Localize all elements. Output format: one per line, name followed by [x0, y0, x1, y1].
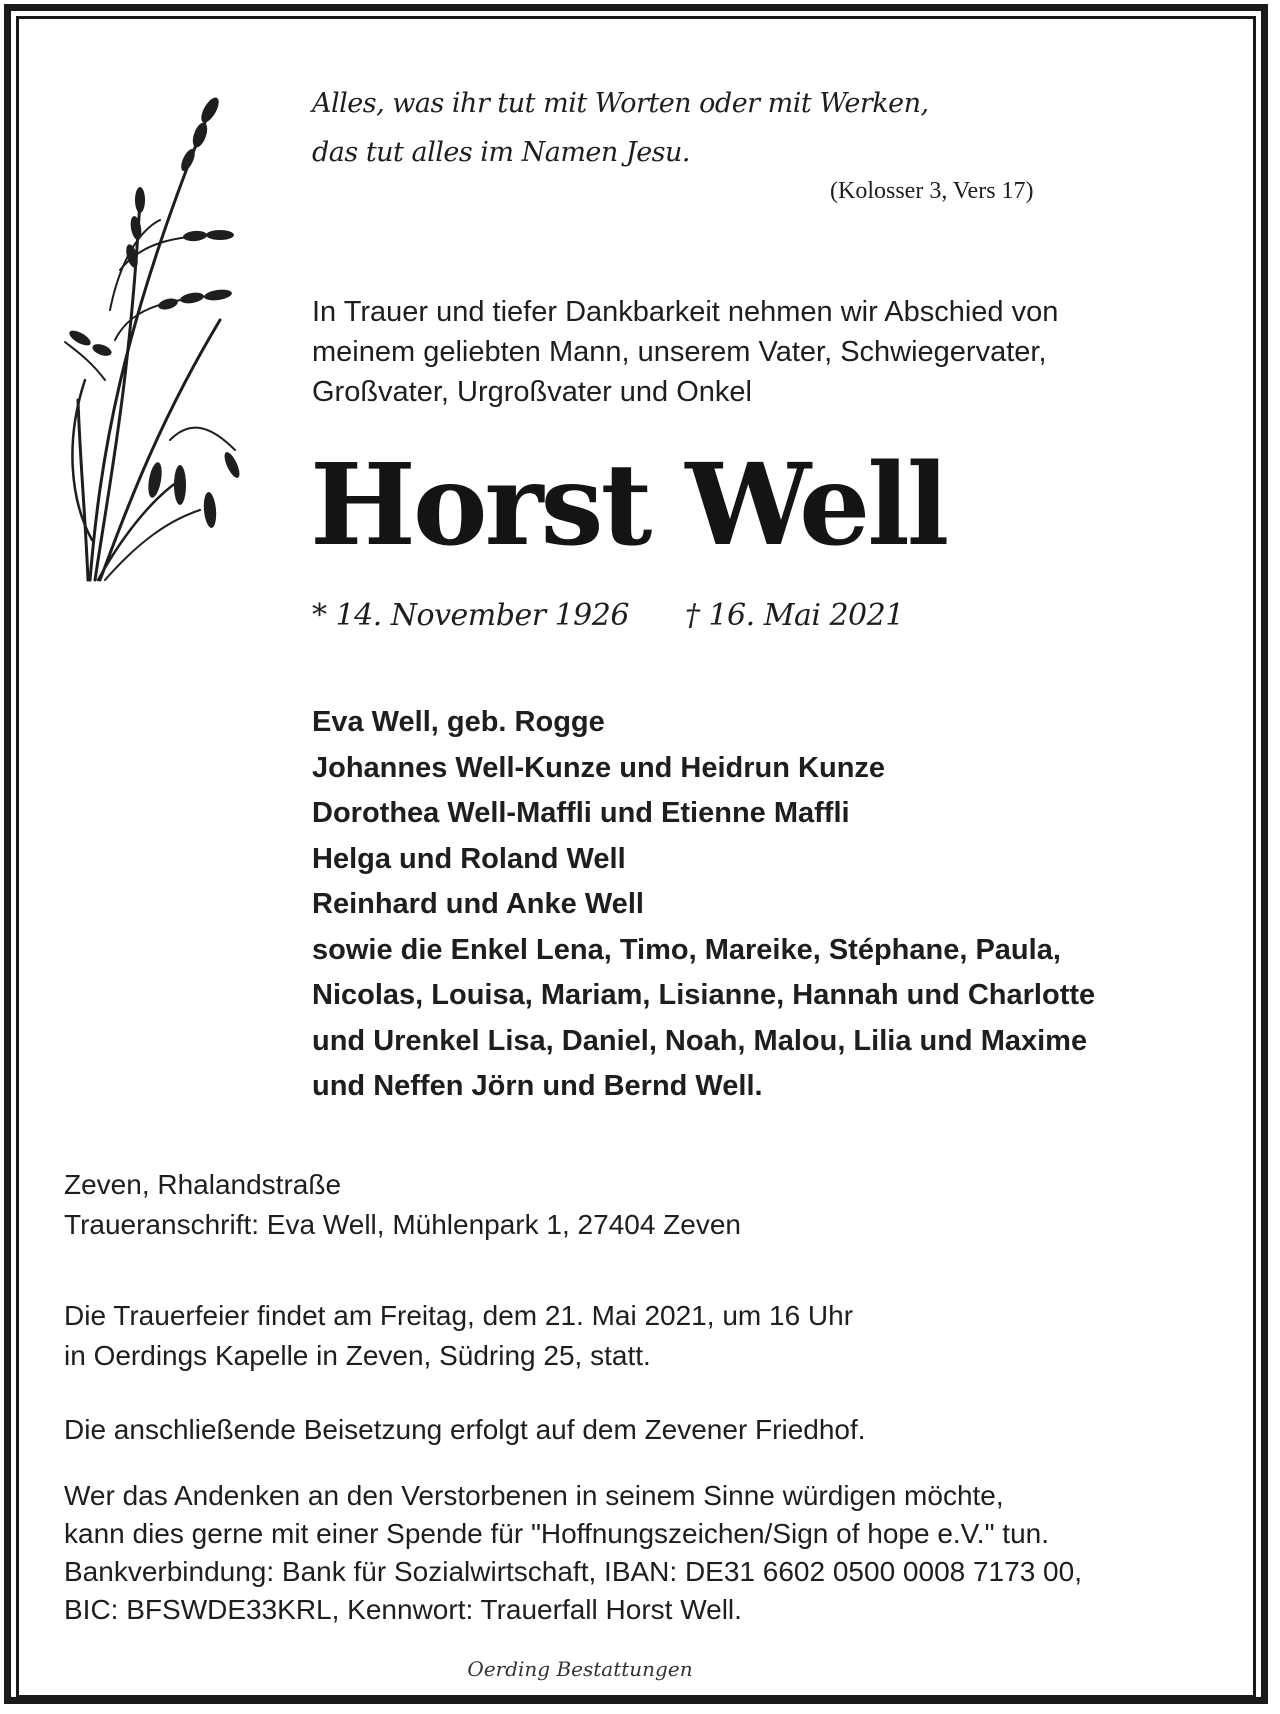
mourner-line: sowie die Enkel Lena, Timo, Mareike, Stéphane, Paula,: [312, 933, 1061, 966]
service-line: in Oerdings Kapelle in Zeven, Südring 25, statt.: [64, 1340, 651, 1371]
mourner-line: und Neffen Jörn und Bernd Well.: [312, 1070, 763, 1102]
intro-text: [312, 292, 1192, 412]
service-line: Die Trauerfeier findet am Freitag, dem 21. Mai 2021, um 16 Uhr: [64, 1300, 854, 1331]
death-date: † 16. Mai 2021: [684, 598, 904, 633]
mourner-line: Dorothea Well-Maffli und Etienne Maffli: [312, 797, 850, 829]
mourner-line: Nicolas, Louisa, Mariam, Lisianne, Hannah und Charlotte: [312, 979, 1096, 1011]
service-block: [64, 1296, 853, 1376]
address-block: [64, 1165, 741, 1245]
donation-block: [64, 1477, 1082, 1629]
life-dates: [312, 598, 904, 633]
mourner-line: Eva Well, geb. Rogge: [312, 706, 605, 738]
birth-date: * 14. November 1926: [312, 598, 629, 633]
funeral-home-footer: Oerding Bestattungen: [467, 1657, 693, 1681]
grass-stalks-icon: [60, 80, 260, 600]
intro-line: meinem geliebten Mann, unserem Vater, Schwiegervater,: [312, 336, 1047, 368]
mourner-line: Johannes Well-Kunze und Heidrun Kunze: [312, 751, 886, 784]
verse-source: (Kolosser 3, Vers 17): [830, 178, 1034, 204]
mourners-list: [312, 700, 1095, 1110]
deceased-name: Horst Well: [310, 440, 947, 571]
donation-line: BIC: BFSWDE33KRL, Kennwort: Trauerfall Horst Well.: [64, 1594, 742, 1625]
verse-line-2: das tut alles im Namen Jesu.: [312, 137, 691, 168]
donation-line: Wer das Andenken an den Verstorbenen in seinem Sinne würdigen möchte,: [64, 1480, 1004, 1511]
donation-line: kann dies gerne mit einer Spende für "Hoffnungszeichen/Sign of hope e.V." tun.: [64, 1518, 1049, 1549]
mourner-line: und Urenkel Lisa, Daniel, Noah, Malou, Lilia und Maxime: [312, 1024, 1088, 1057]
address-line: Zeven, Rhalandstraße: [64, 1169, 342, 1200]
intro-line: In Trauer und tiefer Dankbarkeit nehmen wir Abschied von: [312, 296, 1059, 328]
intro-line: Großvater, Urgroßvater und Onkel: [312, 376, 752, 408]
mourner-line: Helga und Roland Well: [312, 842, 626, 875]
donation-line: Bankverbindung: Bank für Sozialwirtschaft, IBAN: DE31 6602 0500 0008 7173 00,: [64, 1556, 1082, 1587]
burial-line: Die anschließende Beisetzung erfolgt auf dem Zevener Friedhof.: [64, 1414, 866, 1445]
mourner-line: Reinhard und Anke Well: [312, 888, 644, 920]
address-line: Traueranschrift: Eva Well, Mühlenpark 1, 27404 Zeven: [64, 1209, 742, 1240]
verse-line-1: Alles, was ihr tut mit Worten oder mit Werken,: [312, 88, 929, 119]
